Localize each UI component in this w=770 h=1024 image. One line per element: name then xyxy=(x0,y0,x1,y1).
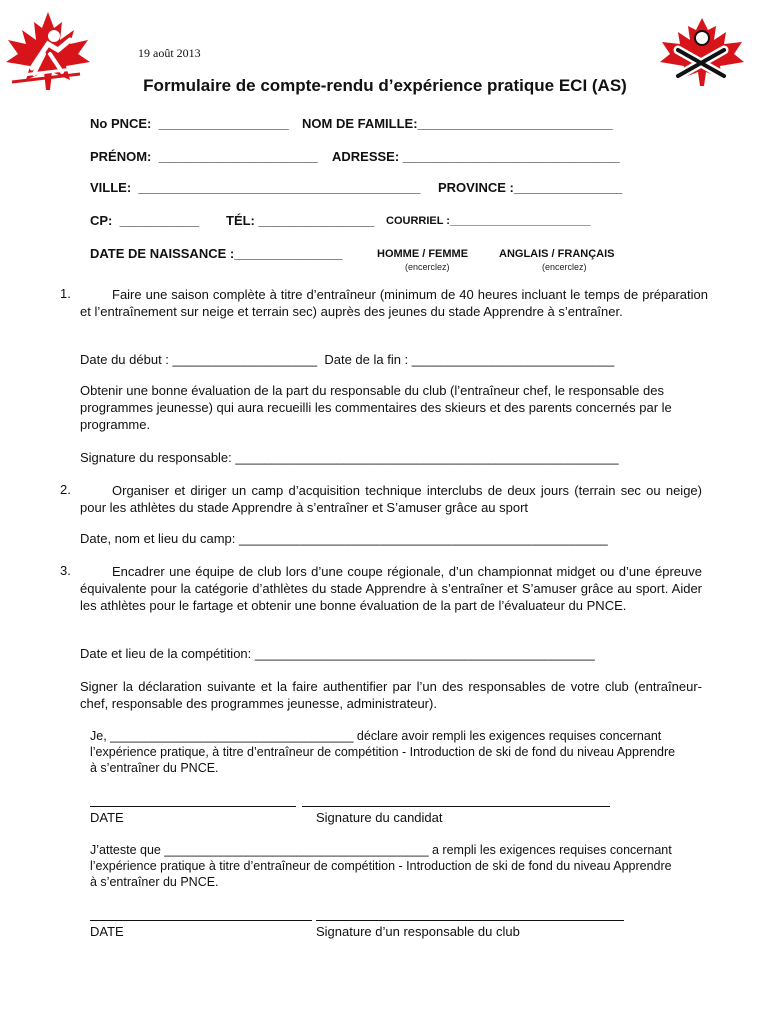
city-field[interactable]: VILLE: _______________________________________ xyxy=(90,180,421,195)
item-number-2: 2. xyxy=(60,482,71,497)
language-hint: (encerclez) xyxy=(542,262,587,272)
club-date-line[interactable] xyxy=(90,920,312,921)
item-1-evaluation-text: Obtenir une bonne évaluation de la part du responsable du club (l’entraîneur chef, le responsable des programmes jeunesse) qui aura recueilli les commentaires des skieurs et des parents concernés par le programme. xyxy=(80,383,672,432)
club-signature-line[interactable] xyxy=(316,920,624,921)
language-choice[interactable]: ANGLAIS / FRANÇAIS xyxy=(499,248,615,260)
email-field[interactable]: COURRIEL :_______________________ xyxy=(386,215,591,227)
season-dates-field[interactable]: Date du début : ____________________ Date de la fin : ____________________________ xyxy=(80,352,615,367)
candidate-signature-line[interactable] xyxy=(302,806,610,807)
first-name-field[interactable]: PRÉNOM: ______________________ xyxy=(90,149,318,164)
birth-date-field[interactable]: DATE DE NAISSANCE :_______________ xyxy=(90,246,343,261)
item-3-text: Encadrer une équipe de club lors d’une coupe régionale, d’un championnat midget ou d’une épreuve équivalente pour la catégorie d’athlètes du stade Apprendre à s’entraîner et S’amuser grâce au sport. Aider les athlètes pour le fartage et obtenir une bonne évaluation de la part de l’évaluateur du PNCE. xyxy=(80,564,702,613)
province-field[interactable]: PROVINCE :_______________ xyxy=(438,180,623,195)
document-date: 19 août 2013 xyxy=(138,46,201,60)
pnce-field[interactable]: No PNCE: __________________ xyxy=(90,116,289,131)
last-name-field[interactable]: NOM DE FAMILLE:___________________________ xyxy=(302,116,613,131)
candidate-signature-label: Signature du candidat xyxy=(316,810,443,825)
candidate-declaration: Je, ___________________________________ déclare avoir rempli les exigences requises concernant l’expérience pratique, à titre d’entraîneur de compétition - Introduction de ski de fond du niveau Apprendre à s’entraîner du PNCE. xyxy=(90,729,676,775)
candidate-date-line[interactable] xyxy=(90,806,296,807)
item-1-text: Faire une saison complète à titre d’entraîneur (minimum de 40 heures incluant le temps de préparation et l’entraînement sur neige et terrain sec) auprès des jeunes du stade Apprendre à s’entraîner. xyxy=(80,287,708,319)
postal-code-field[interactable]: CP: ___________ xyxy=(90,213,200,228)
gender-hint: (encerclez) xyxy=(405,262,450,272)
phone-field[interactable]: TÉL: ________________ xyxy=(226,213,375,228)
candidate-date-label: DATE xyxy=(90,810,124,825)
item-number-3: 3. xyxy=(60,563,71,578)
manager-signature-field[interactable]: Signature du responsable: _____________________________________________________ xyxy=(80,450,619,465)
camp-field[interactable]: Date, nom et lieu du camp: ___________________________________________________ xyxy=(80,531,608,546)
item-2-text: Organiser et diriger un camp d’acquisition technique interclubs de deux jours (terrain sec ou neige) pour les athlètes du stade Apprendre à s’entraîner et S’amuser grâce au sport xyxy=(80,483,702,515)
club-attestation: J’atteste que ______________________________________ a rempli les exigences requises concernant l’expérience pratique à titre d’entraîneur de compétition - Introduction de ski de fond du niveau Apprendre à s’entraîner du PNCE. xyxy=(90,843,672,889)
page-title: Formulaire de compte-rendu d’expérience pratique ECI (AS) xyxy=(143,76,627,95)
club-date-label: DATE xyxy=(90,924,124,939)
item-number-1: 1. xyxy=(60,286,71,301)
address-field[interactable]: ADRESSE: ______________________________ xyxy=(332,149,620,164)
competition-field[interactable]: Date et lieu de la compétition: _______________________________________________ xyxy=(80,646,595,661)
gender-choice[interactable]: HOMME / FEMME xyxy=(377,248,469,260)
club-signature-label: Signature d’un responsable du club xyxy=(316,924,520,939)
signature-instructions: Signer la déclaration suivante et la faire authentifier par l’un des responsables de votre club (entraîneur-chef, responsable des programmes jeunesse, administrateur). xyxy=(80,679,702,711)
